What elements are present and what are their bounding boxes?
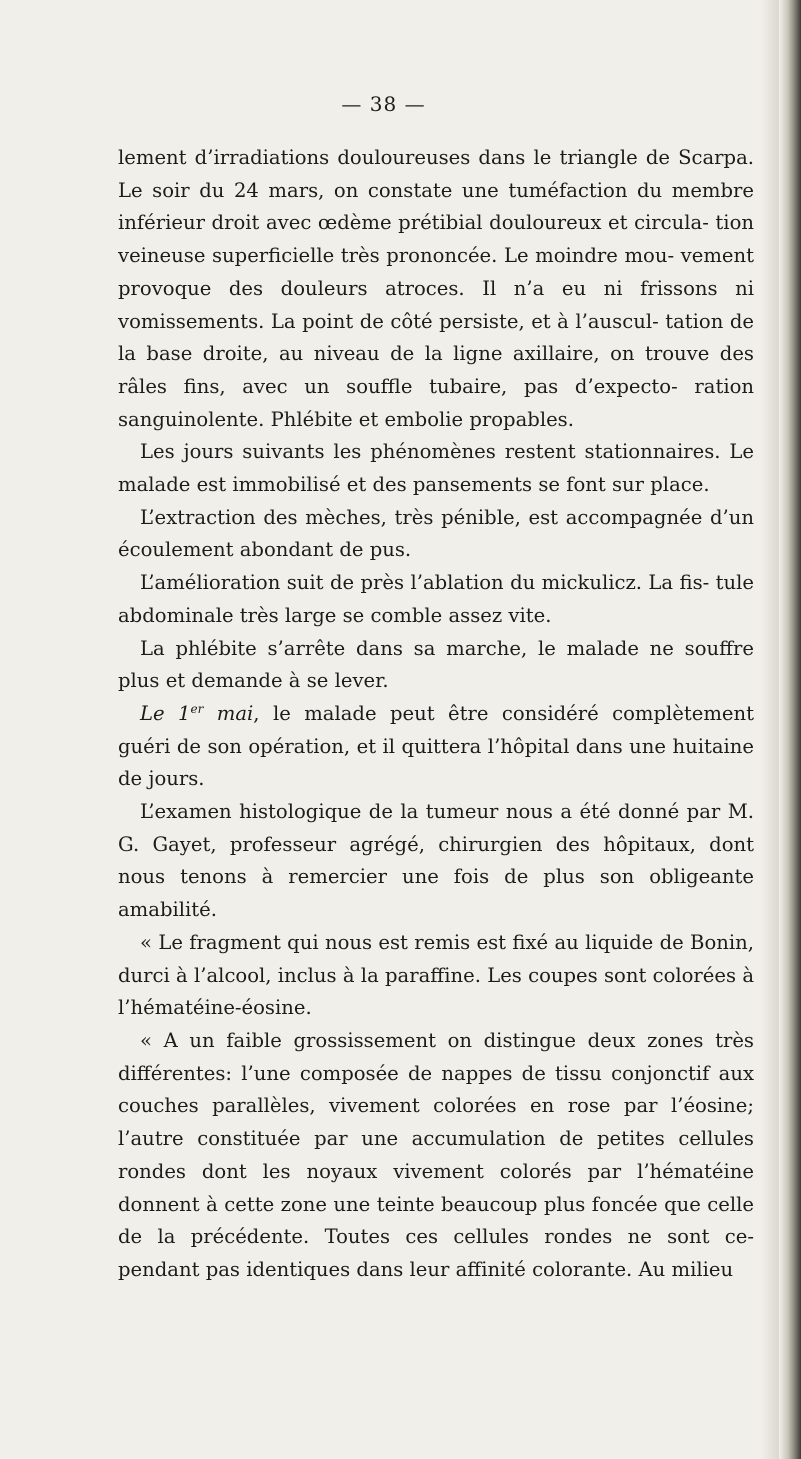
page-edge-shade [761, 0, 779, 1459]
date-prefix: Le 1 [140, 701, 191, 725]
paragraph-3: L’extraction des mèches, très pénible, est accompagnée d’un écoulement abondant de pus. [118, 505, 754, 562]
body-text [118, 142, 754, 1287]
page-number: — 38 — [341, 92, 426, 116]
paragraph-1: lement d’irradiations douloureuses dans le triangle de Scarpa. Le soir du 24 mars, on constate une tuméfaction du membre inférieur droit avec œdème prétibial douloureux et circula- tion veineuse superficielle très prononcée. Le moindre mou- vement provoque des douleurs atroces. Il n’a eu ni frissons ni vomissements. La point de côté persiste, et à l’auscul- tation de la base droite, au niveau de la ligne axillaire, on trouve des râles fins, avec un souffle tubaire, pas d’expecto- ration sanguinolente. Phlébite et embolie propables. [118, 146, 754, 431]
paragraph-4: L’amélioration suit de près l’ablation du mickulicz. La fis- tule abdominale très large se comble assez vite. [118, 571, 754, 627]
paragraph-9: « A un faible grossissement on distingue deux zones très différentes: l’une composée de nappes de tissu conjonctif aux couches parallèles, vivement colorées en rose par l’éosine; l’autre constituée par une accumulation de petites cellules rondes dont les noyaux vivement colorés par l’hématéine donnent à cette zone une teinte beaucoup plus foncée que celle de la précédente. Toutes ces cellules rondes ne sont ce- pendant pas identiques dans leur affinité colorante. Au milieu [118, 1028, 754, 1281]
page-edge-binding [779, 0, 801, 1459]
paragraph-2: Les jours suivants les phénomènes restent stationnaires. Le malade est immobilisé et des pansements se font sur place. [118, 440, 754, 497]
paragraph-8: « Le fragment qui nous est remis est fixé au liquide de Bonin, durci à l’alcool, inclus à la paraffine. Les coupes sont colorées à l’hématéine-éosine. [118, 930, 754, 1020]
date-suffix: mai [203, 701, 254, 725]
paragraph-6-text: , le malade peut être considéré complètement guéri de son opération, et il quittera l’hôpital dans une huitaine de jours. [118, 701, 754, 791]
paragraph-5: La phlébite s’arrête dans sa marche, le malade ne souffre plus et demande à se lever. [118, 636, 754, 693]
date-superscript: er [190, 701, 204, 716]
date-label [140, 702, 253, 725]
paragraph-6 [118, 698, 754, 796]
paragraph-7: L’examen histologique de la tumeur nous a été donné par M. G. Gayet, professeur agrégé, chirurgien des hôpitaux, dont nous tenons à remercier une fois de plus son obligeante amabilité. [118, 800, 754, 922]
